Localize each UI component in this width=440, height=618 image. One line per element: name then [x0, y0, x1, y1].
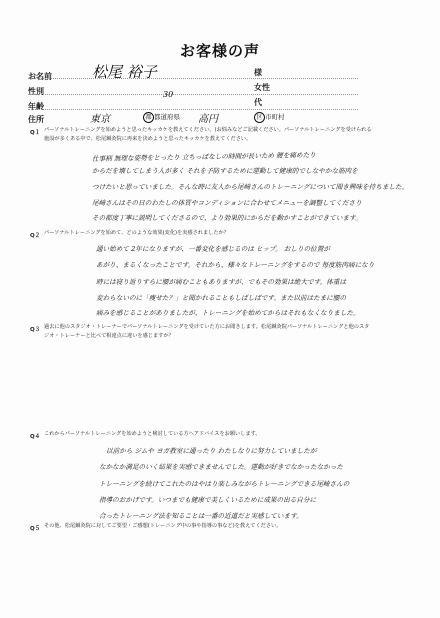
gender-rule	[28, 94, 358, 95]
answer-line: トレーニングを続けてこれたのはやはり楽しみながらトレーニングできる尾崎さんの	[99, 480, 350, 488]
question-text	[44, 229, 229, 238]
question-text	[44, 323, 369, 341]
question-text	[44, 126, 372, 144]
answer-line: なかなか満足のいく結果を実感できませんでした。運動が好きでなかったなかった	[99, 463, 343, 471]
answer-line: 時には寝り返りすらに腰が痛むこともありますが、でもその効果は絶大です。体重は	[96, 278, 347, 286]
gender-label: 性別	[28, 87, 44, 96]
answer-line: その都度丁寧に説明してくださるので、より効果的にからだを動かすことができています。	[92, 214, 362, 222]
city-option	[254, 112, 285, 123]
answer-line: あがり、まるくなったことです。それから、様々なトレーニングをするので 毎度筋肉痛になり	[96, 261, 375, 269]
answer-line: 指導のおかげです。いつまでも健康で美しくいるために成果の出る自分に	[99, 496, 317, 504]
answer-line: 変わらないのに「痩せた？」と聞かれることもしばしばです。また以前はたまに腰の	[96, 294, 347, 302]
city-selected-mark: 区	[254, 112, 265, 123]
answer-line: つけたいと思っていました。そんな時に友人から尾崎さんのトレーニングについて聞き興味を持ちました。	[92, 183, 409, 191]
answer-line: からだを壊してしまう人が多く それを予防するために運動して健康的でしなやかな筋肉を	[92, 167, 358, 175]
question-number: Q１	[30, 130, 41, 136]
question-line: 施設が多くある中で、松尾鍼灸院に再来を決めようと思ったキッカケを教えてください。	[44, 136, 252, 142]
city-options-label: 市町村	[265, 113, 285, 121]
question-line: パーソナルトレーニングを始めようと思ったキッカケを教えてください。(お悩みなどご記載ください。パーソナルトレーニングを受けられる	[44, 127, 372, 133]
answer-line: 通い始めて 2年になりますが、一番変化を感じるのは ヒップ。 おしりの位置が	[96, 245, 330, 253]
age-rule	[28, 109, 358, 110]
question-line: これからパーソナルトレーニングを始めようと検討している方へアドバイスをお願いします。	[44, 431, 261, 437]
question-line: ジオ・トレーナーと比べて相違点に違いを感じますか？	[44, 333, 174, 339]
name-label: お名前	[28, 72, 52, 81]
question-line: 過去に他のスタジオ・トレーナーでパーソナルトレーニングを受けていた方にお聞きします。松尾鍼灸院パーソナルトレーニングと他のスタ	[44, 324, 370, 330]
answer-line: 以前から ジムや ヨガ教室に通ったり わたしなりに努力していましたが	[106, 447, 317, 455]
question-number: Q５	[30, 526, 41, 532]
name-value: 松尾 裕子	[92, 63, 157, 81]
city-value: 高円	[198, 114, 218, 125]
prefecture-option	[143, 112, 180, 123]
answer-line: 合ったトレーニング法を知ることは一番の近道だと実感しています。	[99, 512, 303, 520]
prefecture-value: 東京	[90, 114, 110, 125]
answer-line: 痛みを感じることがありましたが、トレーニングを始めてからはそれもなくなりました。	[96, 309, 360, 317]
answer-line: 仕事柄 無理な姿勢をとったり 立ちっぱなしの時間が長いため 腰を痛めたり	[91, 151, 316, 163]
page-title: お客様の声	[179, 42, 260, 60]
prefecture-options-label: 都道府県	[154, 113, 180, 121]
question-line: パーソナルトレーニングを始めて、どのような効果(変化)を実感されましたか？	[44, 230, 229, 236]
question-text	[44, 430, 261, 439]
answer-line: 尾崎さんはその日のわたしの体質やコンディションに合わせてメニューを調整してくださり	[92, 199, 362, 207]
age-value: 30	[163, 90, 174, 99]
name-rule	[28, 78, 358, 79]
honorific: 様	[254, 68, 262, 77]
question-number: Q２	[30, 233, 41, 239]
address-label: 住所	[28, 115, 44, 124]
question-text	[44, 522, 281, 531]
question-line: その他、松尾鍼灸院に対してご要望・ご感想(トレーニング中の事や指導の事など)を教えてください。	[44, 523, 282, 529]
age-label: 年齢	[28, 102, 44, 111]
prefecture-selected-mark: 都	[143, 112, 154, 123]
question-number: Q４	[30, 434, 41, 440]
question-number: Q３	[30, 327, 41, 333]
age-suffix: 代	[254, 98, 262, 107]
gender-value: 女性	[254, 83, 270, 92]
